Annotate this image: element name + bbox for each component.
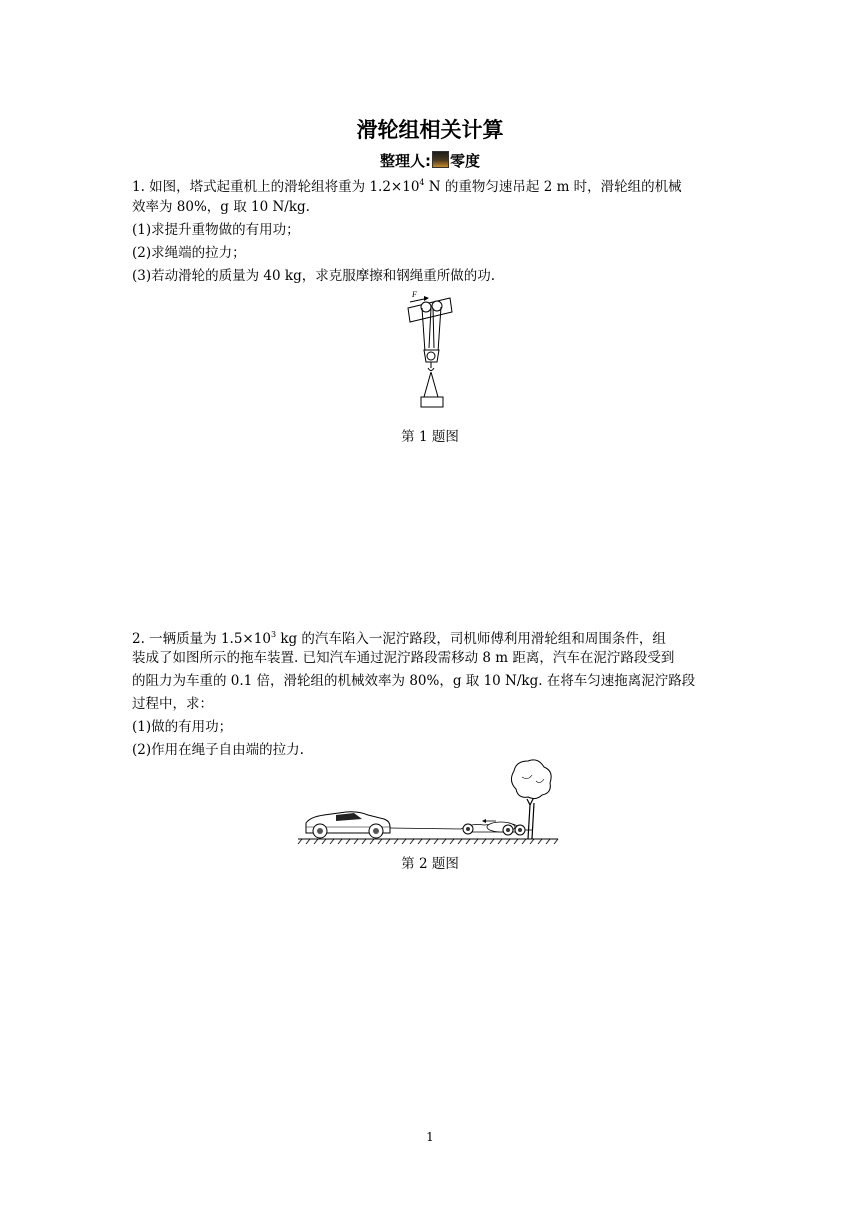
car-tow-figure (296, 757, 561, 852)
q1-text: 1. 如图，塔式起重机上的滑轮组将重为 1.2×10 (132, 179, 420, 195)
q2-line-4: 过程中，求： (132, 696, 213, 712)
q1-sub-3: (3)若动滑轮的质量为 40 kg，求克服摩擦和钢绳重所做的功. (132, 268, 495, 284)
q2-line-1 (132, 626, 732, 648)
q2-sub-2: (2)作用在绳子自由端的拉力. (132, 742, 304, 758)
q1-line-1 (132, 174, 732, 196)
page-title: 滑轮组相关计算 (356, 118, 504, 142)
page-number: 1 (426, 1130, 434, 1144)
force-label: F (412, 290, 417, 299)
q1-sub-2: (2)求绳端的拉力； (132, 245, 246, 261)
q2-exponent: 3 (270, 630, 277, 639)
q1-figure-caption: 第 1 题图 (401, 429, 459, 445)
crane-pulley-figure (400, 290, 460, 415)
q2-line-2: 装成了如图所示的拖车装置. 已知汽车通过泥泞路段需移动 8 m 距离，汽车在泥泞路段受到 (132, 650, 675, 666)
author-logo-icon (432, 151, 449, 168)
q2-text-end: kg 的汽车陷入一泥泞路段，司机师傅利用滑轮组和周围条件，组 (276, 631, 666, 647)
q2-sub-1: (1)做的有用功； (132, 719, 233, 735)
q2-text: 2. 一辆质量为 1.5×10 (132, 631, 271, 647)
q1-sub-1: (1)求提升重物做的有用功； (132, 222, 300, 238)
q2-line-3: 的阻力为车重的 0.1 倍，滑轮组的机械效率为 80%，g 取 10 N/kg. 在将车匀速拖离泥泞路段 (132, 673, 696, 689)
author-name: 零度 (449, 152, 480, 170)
author-line (0, 150, 860, 171)
q1-line-2: 效率为 80%，g 取 10 N/kg. (132, 199, 310, 215)
q2-figure-caption: 第 2 题图 (401, 856, 459, 872)
author-label: 整理人: (379, 152, 431, 170)
q1-exponent: 4 (419, 178, 425, 187)
q1-text-end: N 的重物匀速吊起 2 m 时，滑轮组的机械 (424, 179, 682, 195)
